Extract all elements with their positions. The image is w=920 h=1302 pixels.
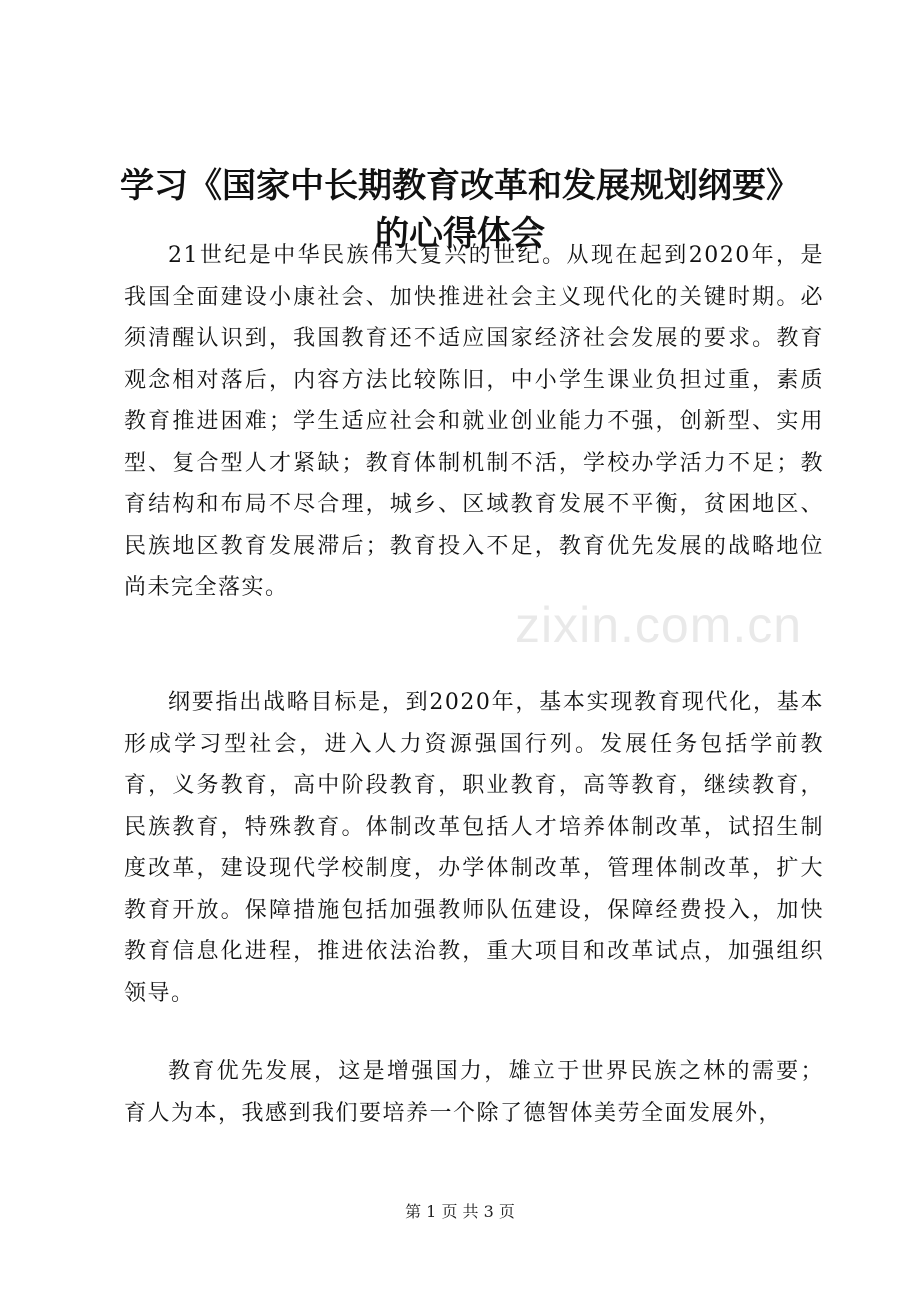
document-title-line-1: 学习《国家中长期教育改革和发展规划纲要》 — [120, 166, 800, 206]
watermark: zixin.com.cn — [515, 597, 803, 653]
paragraph-3: 教育优先发展，这是增强国力，雄立于世界民族之林的需要；育人为本，我感到我们要培养一个除了德智体美劳全面发展外， — [124, 1059, 824, 1126]
page-footer: 第 1 页 共 3 页 — [405, 1202, 515, 1221]
document-title-line-2: 的心得体会 — [375, 214, 545, 254]
paragraph-1: 21世纪是中华民族伟大复兴的世纪。从现在起到2020年，是我国全面建设小康社会、加快推进社会主义现代化的关键时期。必须清醒认识到，我国教育还不适应国家经济社会发展的要求。教育观念相对落后，内容方法比较陈旧，中小学生课业负担过重，素质教育推进困难；学生适应社会和就业创业能力不强，创新型、实用型、复合型人才紧缺；教育体制机制不活，学校办学活力不足；教育结构和布局不尽合理，城乡、区域教育发展不平衡，贫困地区、民族地区教育发展滞后；教育投入不足，教育优先发展的战略地位尚未完全落实。 — [124, 243, 824, 600]
paragraph-2: 纲要指出战略目标是，到2020年，基本实现教育现代化，基本形成学习型社会，进入人力资源强国行列。发展任务包括学前教育，义务教育，高中阶段教育，职业教育，高等教育，继续教育，民族教育，特殊教育。体制改革包括人才培养体制改革，试招生制度改革，建设现代学校制度，办学体制改革，管理体制改革，扩大教育开放。保障措施包括加强教师队伍建设，保障经费投入，加快教育信息化进程，推进依法治教，重大项目和改革试点，加强组织领导。 — [124, 690, 824, 1006]
